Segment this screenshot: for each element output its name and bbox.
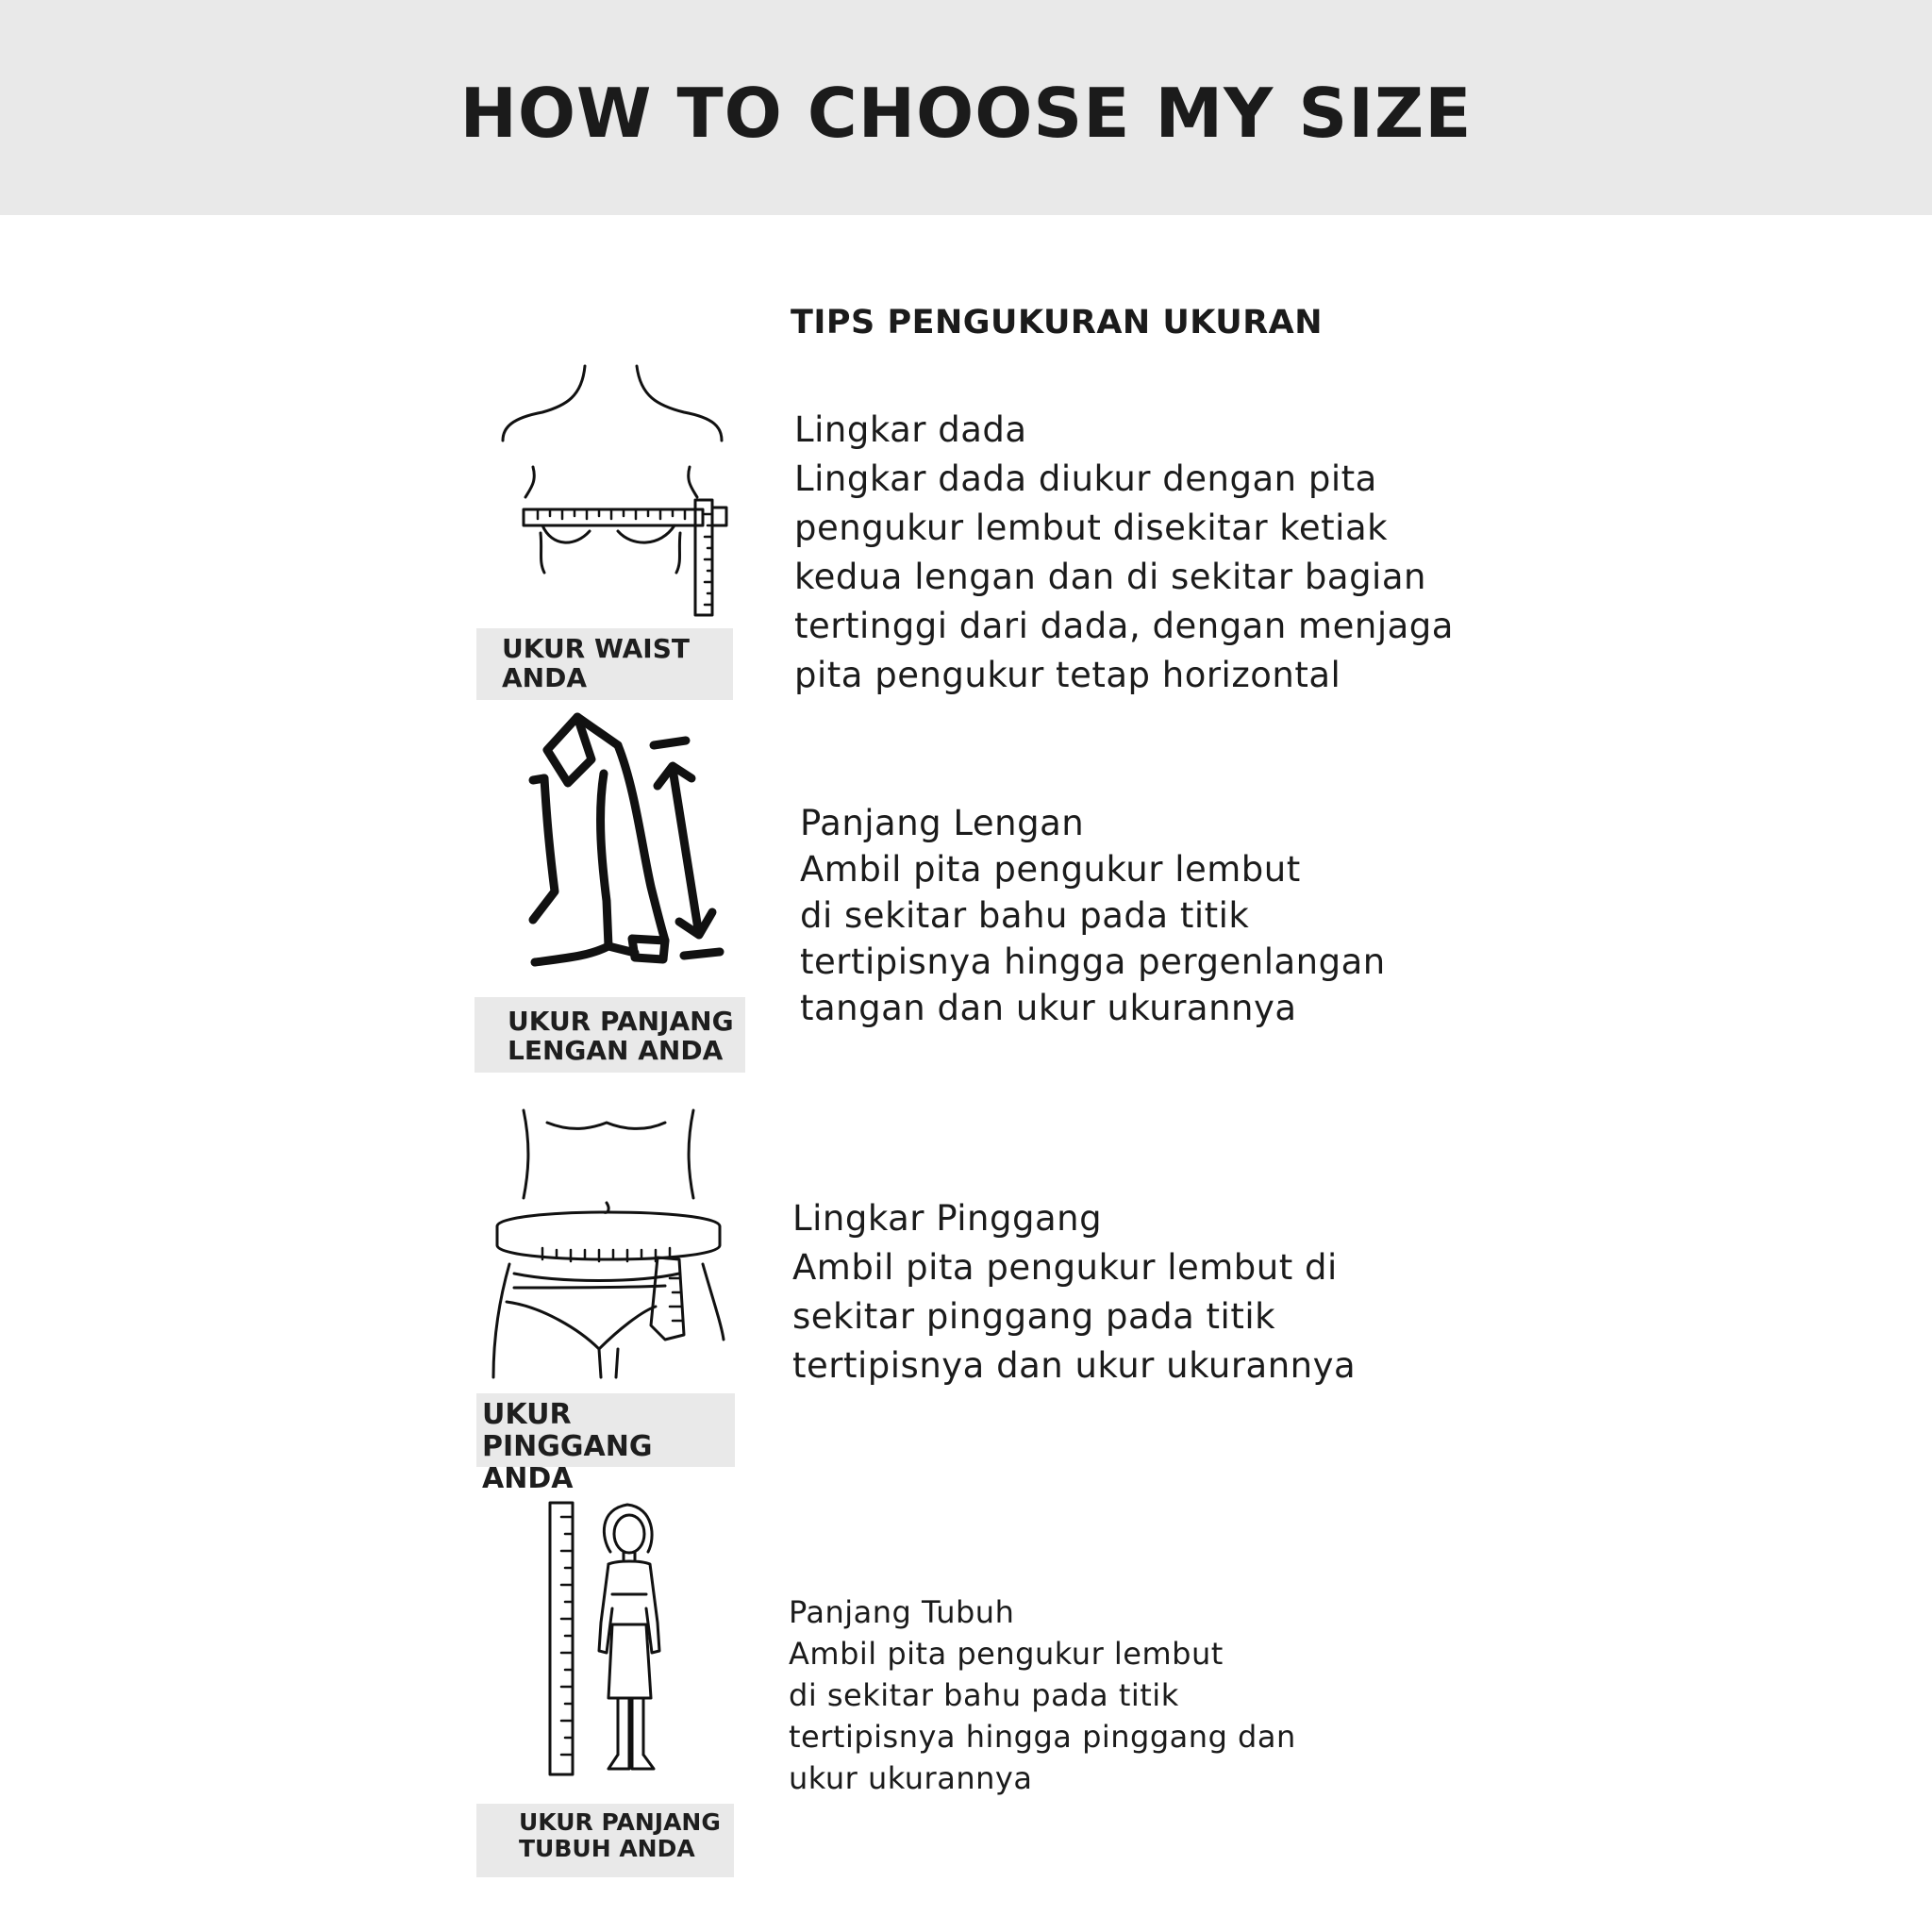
chest-measure-icon (495, 363, 736, 620)
section-body-waist: Ambil pita pengukur lembut di sekitar pinggang pada titik tertipisnya dan ukur ukurannya (792, 1247, 1357, 1386)
section-title-chest: Lingkar dada (794, 409, 1027, 450)
section-title-height: Panjang Tubuh (789, 1594, 1015, 1630)
section-body-sleeve: Ambil pita pengukur lembut di sekitar bahu pada titik tertipisnya hingga pergenlangan tangan dan ukur ukurannya (800, 849, 1386, 1028)
waist-measure-icon (486, 1108, 731, 1382)
section-body-chest: Lingkar dada diukur dengan pita pengukur lembut disekitar ketiak kedua lengan dan di sekitar bagian tertinggi dari dada, dengan menjaga pita pengukur tetap horizontal (794, 458, 1454, 695)
section-title-waist: Lingkar Pinggang (792, 1198, 1103, 1239)
tips-heading: TIPS PENGUKURAN UKURAN (791, 304, 1324, 341)
sleeve-length-icon (524, 712, 736, 969)
label-waist: UKUR PINGGANG ANDA (476, 1393, 735, 1467)
label-height: UKUR PANJANG TUBUH ANDA (476, 1804, 734, 1877)
page-title: HOW TO CHOOSE MY SIZE (459, 74, 1473, 153)
body-height-icon (542, 1500, 693, 1779)
label-chest: UKUR WAIST ANDA (476, 628, 733, 700)
label-sleeve: UKUR PANJANG LENGAN ANDA (475, 997, 745, 1073)
section-body-height: Ambil pita pengukur lembut di sekitar bahu pada titik tertipisnya hingga pinggang dan ukur ukurannya (789, 1636, 1296, 1796)
section-title-sleeve: Panjang Lengan (800, 803, 1085, 843)
